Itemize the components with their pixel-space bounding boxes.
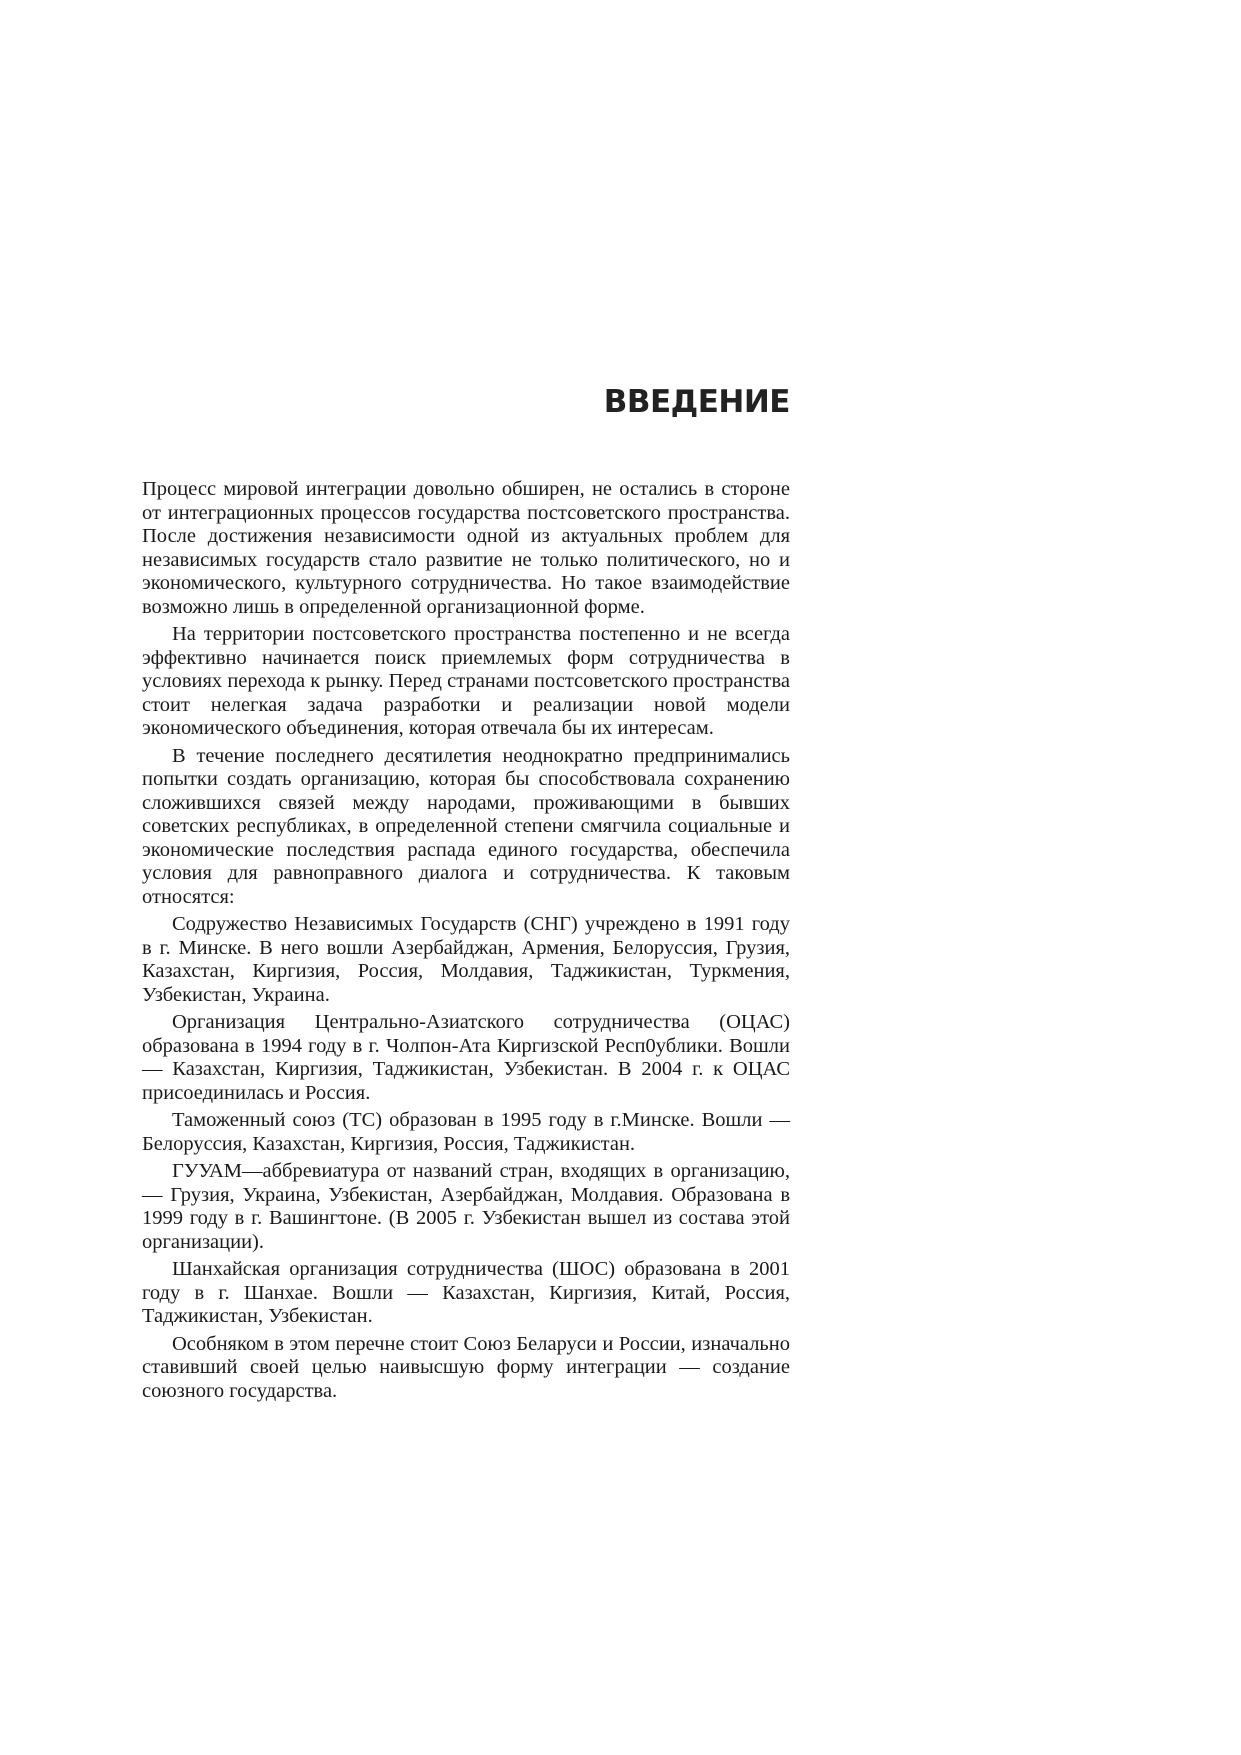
paragraph-integration-intro: Процесс мировой интеграции довольно обширен, не остались в стороне от интеграционных процессов государства постсоветского пространства. После достижения независимости одной из актуальных проблем для независимых государств стало развитие не только политического, но и экономического, культурного сотрудничества. Но такое взаимодействие возможно лишь в определенной организационной форме.: [142, 478, 790, 618]
paragraph-union-state: Особняком в этом перечне стоит Союз Беларуси и России, изначально ставивший своей целью наивысшую форму интеграции — создание союзного государства.: [142, 1332, 790, 1402]
paragraph-ocas: Организация Центрально-Азиатского сотрудничества (ОЦАС) образована в 1994 году в г. Чолпон-Ата Киргизской Респ0ублики. Вошли — Казахстан, Киргизия, Таджикистан, Узбекистан. В 2004 г. к ОЦАС присоединилась и Россия.: [142, 1011, 790, 1104]
paragraph-cis: Содружество Независимых Государств (СНГ) учреждено в 1991 году в г. Минске. В него вошли Азербайджан, Армения, Белоруссия, Грузия, Казахстан, Киргизия, Россия, Молдавия, Таджикистан, Туркмения, Узбекистан, Украина.: [142, 913, 790, 1006]
page-title: ВВЕДЕНИЕ: [603, 384, 790, 420]
body-text: [142, 478, 790, 1407]
paragraph-post-soviet-cooperation: На территории постсоветского пространства постепенно и не всегда эффективно начинается поиск приемлемых форм сотрудничества в условиях перехода к рынку. Перед странами постсоветского пространства стоит нелегкая задача разработки и реализации новой модели экономического объединения, которая отвечала бы их интересам.: [142, 623, 790, 739]
paragraph-guuam: ГУУАМ—аббревиатура от названий стран, входящих в организацию, — Грузия, Украина, Узбекистан, Азербайджан, Молдавия. Образована в 1999 году в г. Вашингтоне. (В 2005 г. Узбекистан вышел из состава этой организации).: [142, 1160, 790, 1253]
paragraph-customs-union: Таможенный союз (ТС) образован в 1995 году в г.Минске. Вошли — Белоруссия, Казахстан, Киргизия, Россия, Таджикистан.: [142, 1109, 790, 1155]
paragraph-sco: Шанхайская организация сотрудничества (ШОС) образована в 2001 году в г. Шанхае. Вошли — Казахстан, Киргизия, Китай, Россия, Таджикистан, Узбекистан.: [142, 1258, 790, 1327]
paragraph-organization-attempts: В течение последнего десятилетия неоднократно предпринимались попытки создать организацию, которая бы способствовала сохранению сложившихся связей между народами, проживающими в бывших советских республиках, в определенной степени смягчила социальные и экономические последствия распада единого государства, обеспечила условия для равноправного диалога и сотрудничества. К таковым относятся:: [142, 744, 790, 908]
